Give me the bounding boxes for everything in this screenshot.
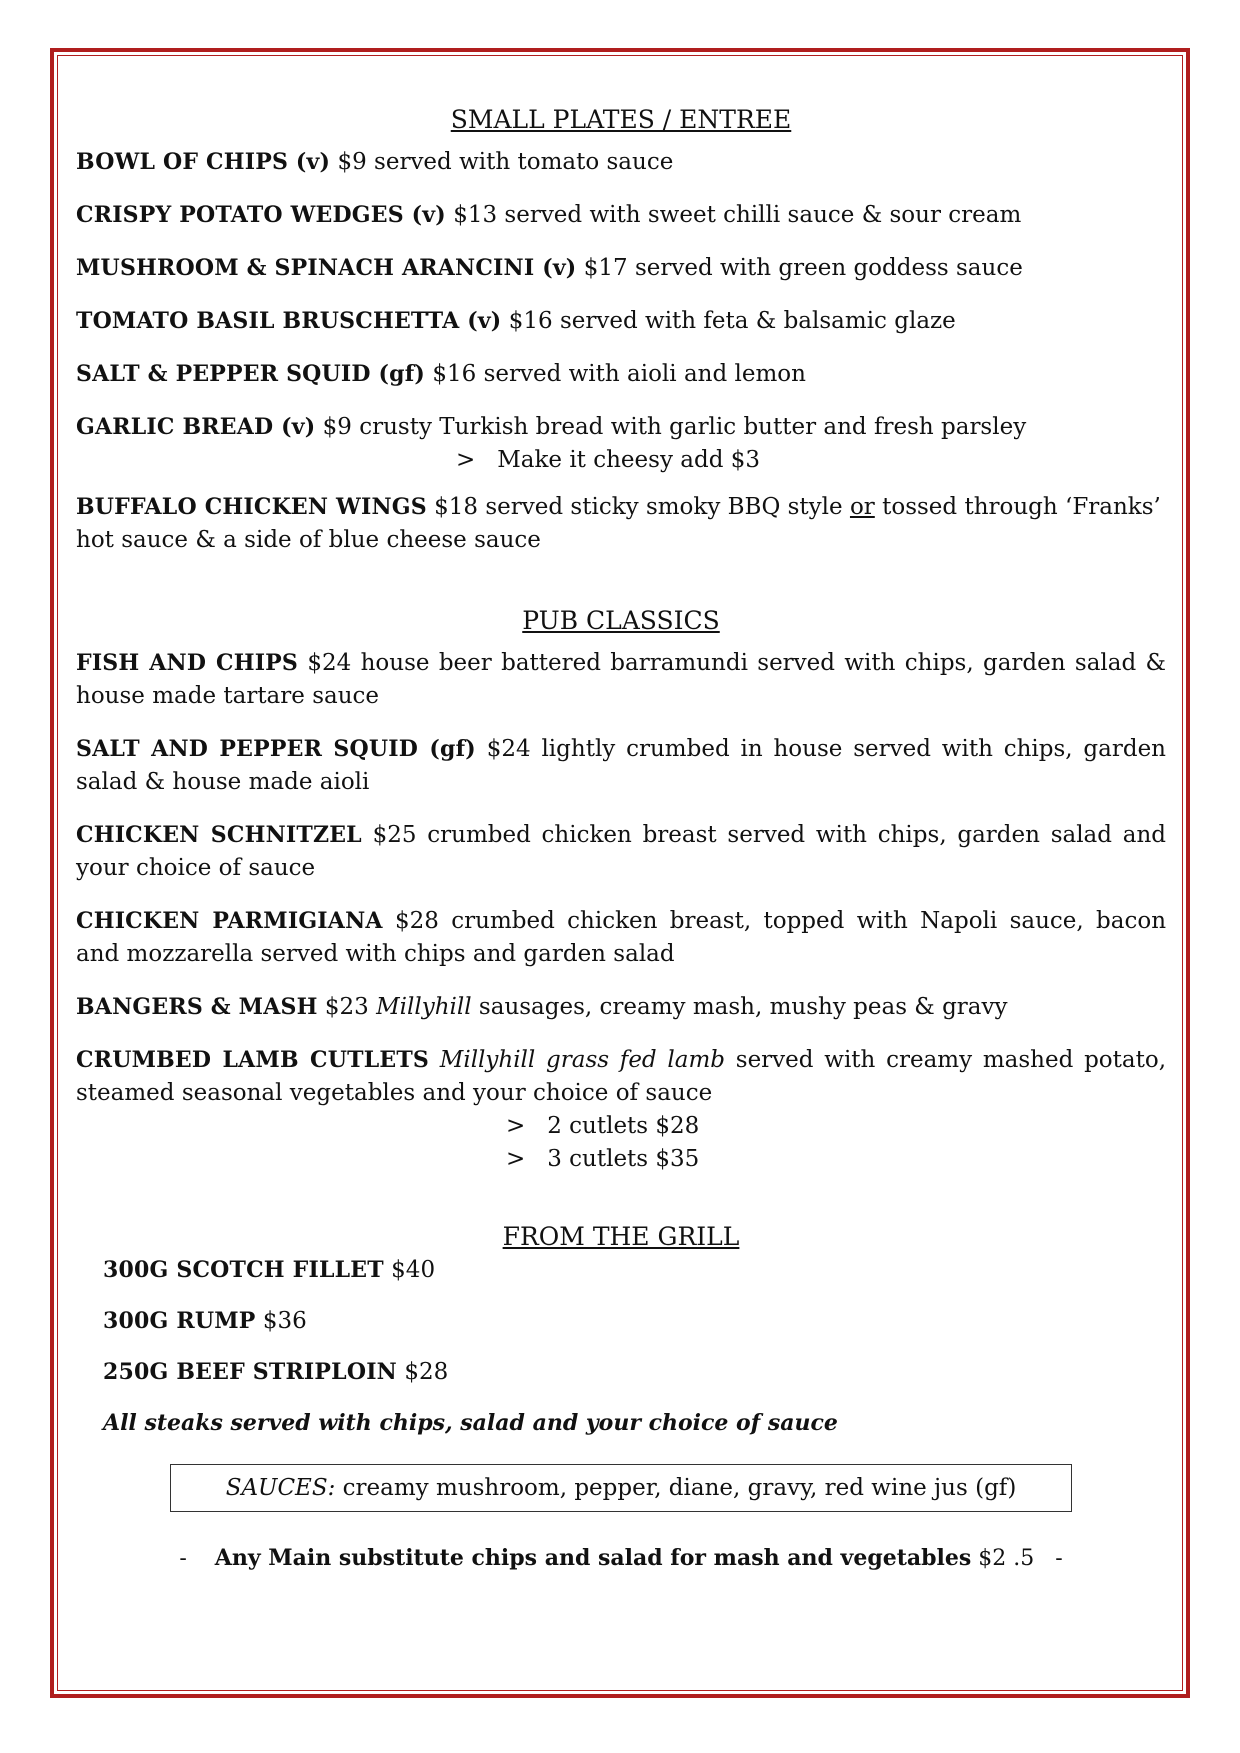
item-name: SALT AND PEPPER SQUID (gf) <box>76 736 476 762</box>
menu-item <box>76 146 1166 179</box>
item-option: > 3 cutlets $35 <box>506 1146 700 1172</box>
menu-item <box>76 905 1166 971</box>
sauces-list: creamy mushroom, pepper, diane, gravy, red wine jus (gf) <box>342 1475 1017 1501</box>
item-price: $9 <box>322 414 352 440</box>
menu-item <box>76 991 1166 1024</box>
item-price: $40 <box>391 1257 436 1283</box>
item-price: $25 <box>372 822 417 848</box>
dash-left: - <box>179 1546 187 1571</box>
section-title-small-plates: SMALL PLATES / ENTREE <box>450 105 792 134</box>
item-name: CHICKEN PARMIGIANA <box>76 908 383 934</box>
item-price: $28 <box>395 908 439 934</box>
item-price: $18 <box>434 494 479 520</box>
menu-item <box>76 358 1166 391</box>
item-price: $28 <box>404 1359 449 1385</box>
item-desc: crusty Turkish bread with garlic butter and fresh parsley <box>359 414 1027 440</box>
item-desc: tossed through ‘Franks’ hot sauce & a side of blue cheese sauce <box>76 494 1161 553</box>
menu-item <box>103 1356 1166 1389</box>
menu-content <box>76 100 1166 1575</box>
item-option: > 2 cutlets $28 <box>506 1113 700 1139</box>
item-name: SALT & PEPPER SQUID (gf) <box>76 361 426 387</box>
steak-note: All steaks served with chips, salad and your choice of sauce <box>103 1410 838 1436</box>
item-name: TOMATO BASIL BRUSCHETTA (v) <box>76 308 502 334</box>
item-desc: served sticky smoky BBQ style <box>485 494 843 520</box>
item-desc: served with tomato sauce <box>374 149 674 175</box>
item-price: $9 <box>337 149 367 175</box>
item-name: CRISPY POTATO WEDGES (v) <box>76 202 446 228</box>
menu-item <box>76 733 1166 799</box>
item-name: CRUMBED LAMB CUTLETS <box>76 1047 430 1073</box>
item-price: $16 <box>508 308 553 334</box>
item-name: MUSHROOM & SPINACH ARANCINI (v) <box>76 255 577 281</box>
item-name: CHICKEN SCHNITZEL <box>76 822 362 848</box>
item-price: $24 <box>486 736 531 762</box>
menu-item <box>76 491 1166 557</box>
item-desc-or: or <box>849 494 875 520</box>
substitute-text: Any Main substitute chips and salad for mash and vegetables <box>214 1545 972 1571</box>
grill-list <box>76 1254 1166 1440</box>
substitute-price: $2 .5 <box>978 1546 1035 1571</box>
item-desc: house beer battered barramundi served with chips, garden salad & house made tartare sauce <box>76 650 1167 709</box>
item-desc: lightly crumbed in house served with chips, garden salad & house made aioli <box>76 736 1166 795</box>
item-desc: crumbed chicken breast served with chips, garden salad and your choice of sauce <box>76 822 1166 881</box>
item-name: 300G SCOTCH FILLET <box>103 1257 384 1283</box>
item-desc: sausages, creamy mash, mushy peas & gravy <box>478 994 1008 1020</box>
item-desc: crumbed chicken breast, topped with Napoli sauce, bacon and mozzarella served with chips and garden salad <box>76 908 1167 967</box>
sauces-label: SAUCES: <box>225 1475 336 1501</box>
item-supplier: Millyhill <box>376 994 472 1020</box>
item-extra: > Make it cheesy add $3 <box>456 447 760 473</box>
item-price: $23 <box>324 994 369 1020</box>
menu-item <box>76 252 1166 285</box>
substitute-note <box>76 1542 1166 1575</box>
item-price: $16 <box>432 361 477 387</box>
section-title-pub-classics: PUB CLASSICS <box>522 606 720 635</box>
menu-item <box>76 647 1166 713</box>
item-price: $36 <box>262 1308 307 1334</box>
item-name: BOWL OF CHIPS (v) <box>76 149 331 175</box>
menu-item <box>76 411 1166 477</box>
item-desc: served with aioli and lemon <box>483 361 806 387</box>
item-name: GARLIC BREAD (v) <box>76 414 316 440</box>
item-desc: served with green goddess sauce <box>634 255 1023 281</box>
dash-right: - <box>1055 1546 1063 1571</box>
menu-item <box>76 199 1166 232</box>
menu-item <box>76 819 1166 885</box>
section-title-from-the-grill: FROM THE GRILL <box>502 1222 740 1251</box>
menu-item <box>103 1254 1166 1287</box>
item-price: $17 <box>583 255 628 281</box>
menu-item <box>76 305 1166 338</box>
item-desc: served with feta & balsamic glaze <box>559 308 956 334</box>
item-name: 250G BEEF STRIPLOIN <box>103 1359 397 1385</box>
menu-item <box>103 1305 1166 1338</box>
item-name: BANGERS & MASH <box>76 994 318 1020</box>
item-name: BUFFALO CHICKEN WINGS <box>76 494 427 520</box>
item-price: $13 <box>453 202 498 228</box>
item-desc: served with creamy mashed potato, steamed seasonal vegetables and your choice of sauce <box>76 1047 1167 1106</box>
item-name: 300G RUMP <box>103 1308 256 1334</box>
item-supplier: Millyhill grass fed lamb <box>439 1047 726 1073</box>
item-desc: served with sweet chilli sauce & sour cream <box>504 202 1022 228</box>
item-name: FISH AND CHIPS <box>76 650 299 676</box>
item-price: $24 <box>307 650 352 676</box>
menu-item <box>76 1044 1166 1176</box>
sauces-box <box>170 1464 1072 1512</box>
